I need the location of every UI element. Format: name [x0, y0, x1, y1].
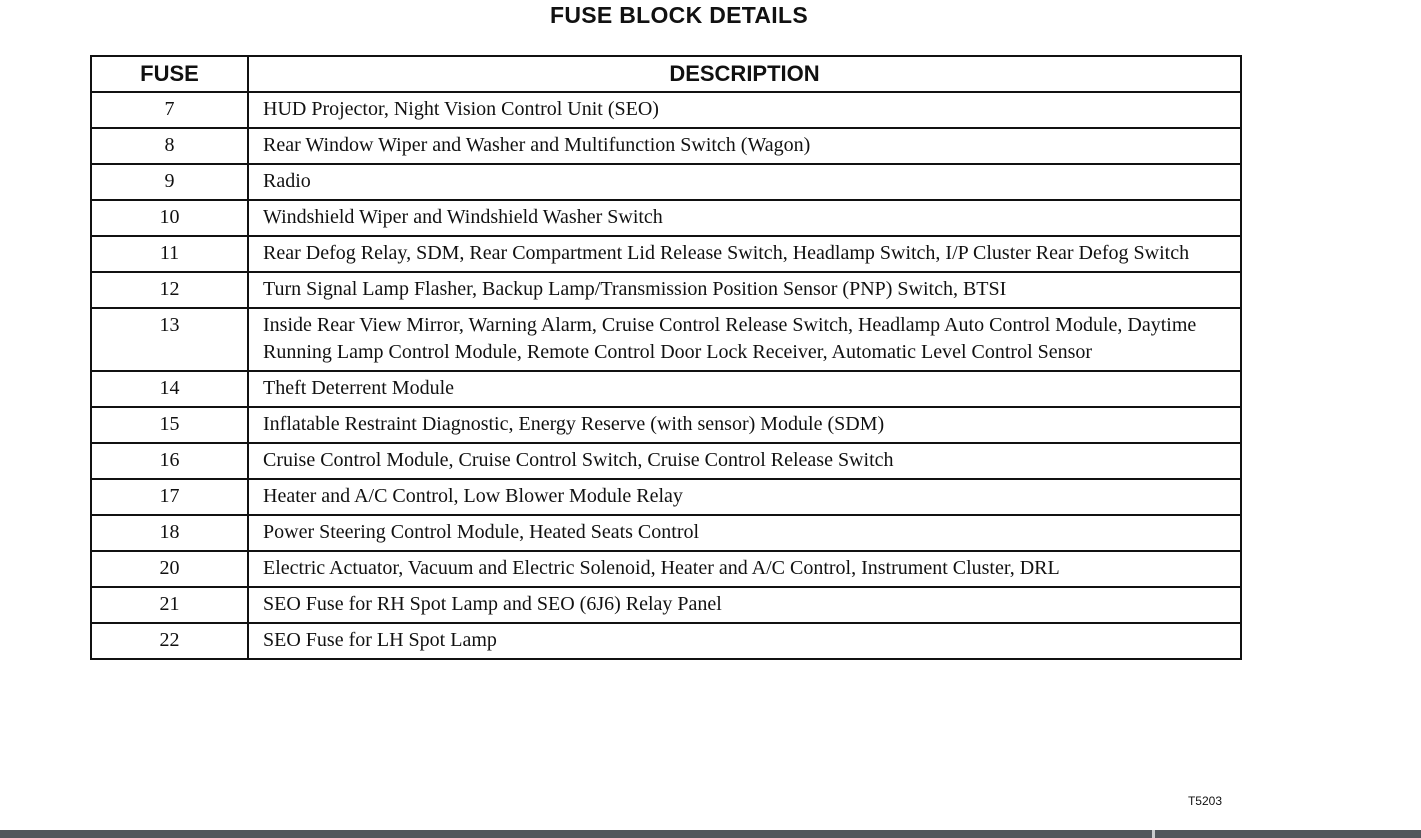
fuse-description: HUD Projector, Night Vision Control Unit (SEO) [248, 92, 1241, 128]
fuse-number: 12 [91, 272, 248, 308]
fuse-number: 20 [91, 551, 248, 587]
fuse-description: Windshield Wiper and Windshield Washer Switch [248, 200, 1241, 236]
fuse-description: Heater and A/C Control, Low Blower Module Relay [248, 479, 1241, 515]
footer-divider-notch [1152, 830, 1155, 838]
table-row [91, 407, 1241, 443]
fuse-description: Rear Defog Relay, SDM, Rear Compartment Lid Release Switch, Headlamp Switch, I/P Cluster Rear Defog Switch [248, 236, 1241, 272]
table-row [91, 236, 1241, 272]
fuse-number: 21 [91, 587, 248, 623]
fuse-number: 14 [91, 371, 248, 407]
fuse-description: Inside Rear View Mirror, Warning Alarm, Cruise Control Release Switch, Headlamp Auto Control Module, Daytime Running Lamp Control Module, Remote Control Door Lock Receiver, Automatic Level Control Sensor [248, 308, 1241, 371]
fuse-number: 18 [91, 515, 248, 551]
table-row [91, 92, 1241, 128]
fuse-number: 7 [91, 92, 248, 128]
fuse-description: Power Steering Control Module, Heated Seats Control [248, 515, 1241, 551]
table-row [91, 515, 1241, 551]
table-row [91, 551, 1241, 587]
table-row [91, 128, 1241, 164]
table-row [91, 623, 1241, 659]
table-row [91, 200, 1241, 236]
fuse-description: Inflatable Restraint Diagnostic, Energy Reserve (with sensor) Module (SDM) [248, 407, 1241, 443]
table-body [91, 92, 1241, 659]
fuse-number: 11 [91, 236, 248, 272]
fuse-number: 9 [91, 164, 248, 200]
page-title: FUSE BLOCK DETAILS [550, 2, 808, 28]
table-row [91, 479, 1241, 515]
fuse-description: Cruise Control Module, Cruise Control Switch, Cruise Control Release Switch [248, 443, 1241, 479]
table-header-row [91, 56, 1241, 92]
table-row [91, 371, 1241, 407]
fuse-number: 16 [91, 443, 248, 479]
fuse-description: Rear Window Wiper and Washer and Multifunction Switch (Wagon) [248, 128, 1241, 164]
fuse-description: Turn Signal Lamp Flasher, Backup Lamp/Transmission Position Sensor (PNP) Switch, BTSI [248, 272, 1241, 308]
fuse-number: 13 [91, 308, 248, 371]
fuse-number: 10 [91, 200, 248, 236]
table-row [91, 587, 1241, 623]
fuse-description: SEO Fuse for LH Spot Lamp [248, 623, 1241, 659]
fuse-number: 15 [91, 407, 248, 443]
table-row [91, 272, 1241, 308]
fuse-column-header: FUSE [91, 56, 248, 92]
footer-divider [0, 830, 1421, 838]
fuse-description: Theft Deterrent Module [248, 371, 1241, 407]
fuse-description: Radio [248, 164, 1241, 200]
table-row [91, 164, 1241, 200]
fuse-description: Electric Actuator, Vacuum and Electric Solenoid, Heater and A/C Control, Instrument Cluster, DRL [248, 551, 1241, 587]
fuse-number: 22 [91, 623, 248, 659]
fuse-number: 8 [91, 128, 248, 164]
description-column-header: DESCRIPTION [248, 56, 1241, 92]
figure-code: T5203 [1187, 794, 1222, 808]
fuse-table [90, 55, 1242, 660]
table-row [91, 443, 1241, 479]
fuse-description: SEO Fuse for RH Spot Lamp and SEO (6J6) Relay Panel [248, 587, 1241, 623]
fuse-number: 17 [91, 479, 248, 515]
table-row [91, 308, 1241, 371]
